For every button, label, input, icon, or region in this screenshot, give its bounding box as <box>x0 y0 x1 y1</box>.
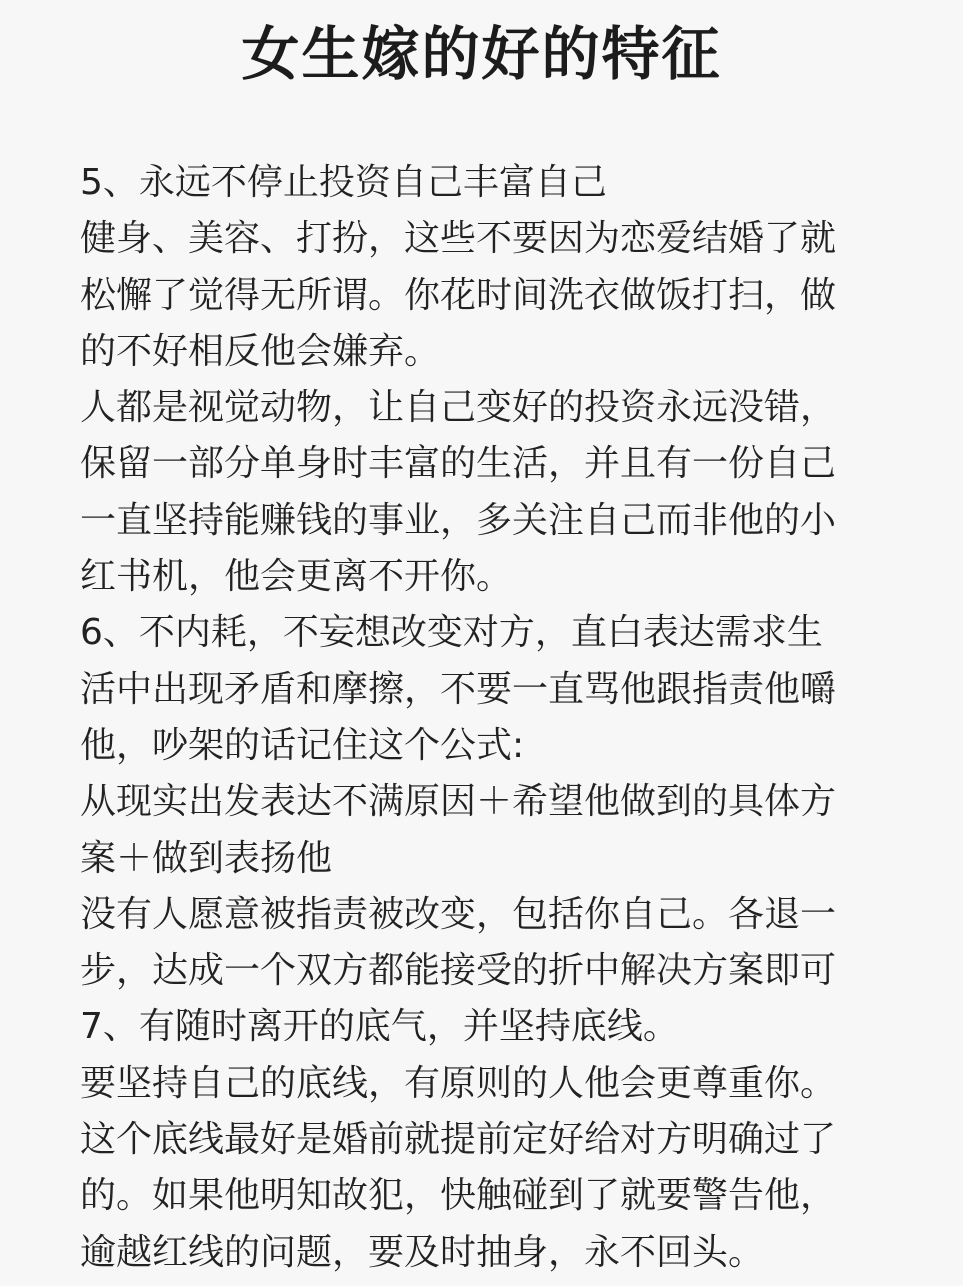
text-line: 健身、美容、打扮，这些不要因为恋爱结婚了就 <box>80 218 837 260</box>
text-line: 要坚持自己的底线，有原则的人他会更尊重你。 <box>80 1062 837 1104</box>
text-line: 活中出现矛盾和摩擦，不要一直骂他跟指责他嚼 <box>80 668 837 710</box>
article-body <box>80 155 910 1281</box>
page-title: 女生嫁的好的特征 <box>241 20 722 88</box>
text-line: 红书机，他会更离不开你。 <box>80 556 513 598</box>
text-line: 的不好相反他会嫌弃。 <box>80 330 441 372</box>
text-line: 案＋做到表扬他 <box>80 837 333 879</box>
text-line: 保留一部分单身时丰富的生活，并且有一份自己 <box>80 443 837 485</box>
text-line: 的。如果他明知故犯，快触碰到了就要警告他， <box>80 1175 837 1217</box>
text-line: 这个底线最好是婚前就提前定好给对方明确过了 <box>80 1119 837 1161</box>
text-line: 松懈了觉得无所谓。你花时间洗衣做饭打扫，做 <box>80 274 837 316</box>
text-line: 步，达成一个双方都能接受的折中解决方案即可 <box>80 950 837 992</box>
text-line: 7、有随时离开的底气，并坚持底线。 <box>80 1006 679 1048</box>
text-line: 没有人愿意被指责被改变，包括你自己。各退一 <box>80 893 837 935</box>
text-line: 一直坚持能赚钱的事业，多关注自己而非他的小 <box>80 499 837 541</box>
text-line: 5、永远不停止投资自己丰富自己 <box>80 162 607 203</box>
text-line: 逾越红线的问题，要及时抽身，永不回头。 <box>80 1231 765 1273</box>
text-line: 6、不内耗，不妄想改变对方，直白表达需求生 <box>80 612 823 654</box>
text-line: 人都是视觉动物，让自己变好的投资永远没错， <box>80 387 837 429</box>
text-line: 他，吵架的话记住这个公式: <box>80 724 525 766</box>
text-line: 从现实出发表达不满原因＋希望他做到的具体方 <box>80 781 837 823</box>
